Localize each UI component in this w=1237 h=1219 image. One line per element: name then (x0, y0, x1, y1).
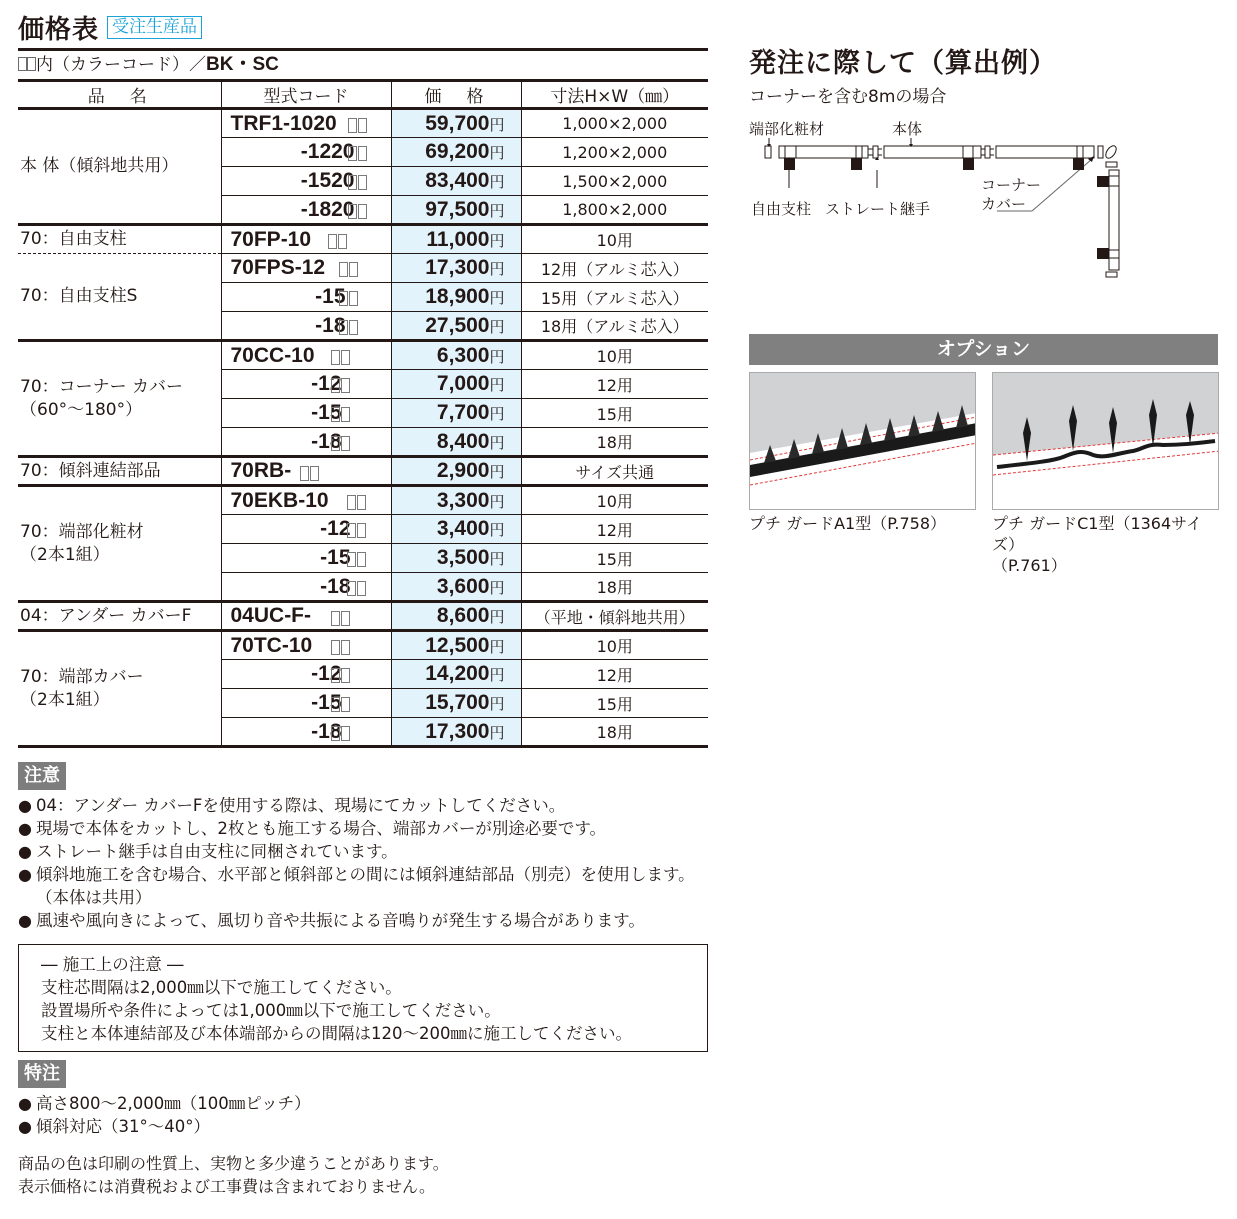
caution-section (18, 762, 708, 932)
table-row (18, 457, 708, 486)
col-header-name: 品 名 (18, 81, 221, 109)
model-code: -12 (221, 660, 391, 689)
size: 12用（アルミ芯入） (521, 254, 708, 283)
model-code: 04UC-F- (221, 602, 391, 631)
price: 7,700円 (391, 399, 521, 428)
size: 12用 (521, 660, 708, 689)
caution-list (18, 794, 708, 932)
size: 15用 (521, 399, 708, 428)
size: 18用（アルミ芯入） (521, 312, 708, 341)
label-corner-cover-1: コーナー (981, 176, 1042, 194)
construction-heading: ― 施工上の注意 ― (41, 955, 184, 974)
caution-item: ● 風速や風向きによって、風切り音や共振による音鳴りが発生する場合があります。 (18, 909, 708, 932)
size: 18用 (521, 718, 708, 747)
model-code: -18 (221, 718, 391, 747)
table-row (18, 602, 708, 631)
price: 59,700円 (391, 109, 521, 138)
size: 10用 (521, 225, 708, 254)
size: 15用（アルミ芯入） (521, 283, 708, 312)
table-row (18, 225, 708, 254)
options-header: オプション (749, 334, 1218, 365)
model-code: -18 (221, 573, 391, 602)
special-order-item: ● 高さ800～2,000㎜（100㎜ピッチ） (18, 1092, 708, 1115)
color-code-values: BK・SC (206, 54, 279, 75)
label-body: 本体 (892, 120, 923, 138)
product-name-free-post: 70：自由支柱 (18, 225, 221, 254)
made-to-order-badge: 受注生産品 (107, 16, 202, 39)
table-row (18, 254, 708, 283)
product-name-free-post-s: 70：自由支柱S (18, 254, 221, 341)
price: 2,900円 (391, 457, 521, 486)
size: 10用 (521, 631, 708, 660)
placeholder-box-icon (18, 57, 27, 71)
color-code-line (18, 51, 708, 79)
construction-line: 設置場所や条件によっては1,000㎜以下で施工してください。 (41, 1001, 501, 1020)
petit-guard-c1-image (992, 372, 1219, 510)
size: 18用 (521, 428, 708, 457)
table-row (18, 631, 708, 660)
size: 10用 (521, 341, 708, 370)
model-code: TRF1-1020 (221, 109, 391, 138)
price: 8,600円 (391, 602, 521, 631)
product-name-body: 本 体（傾斜地共用） (18, 109, 221, 225)
label-free-post: 自由支柱 (751, 200, 812, 218)
price: 27,500円 (391, 312, 521, 341)
price: 3,500円 (391, 544, 521, 573)
model-code: -15 (221, 544, 391, 573)
label-corner-cover-2: カバー (981, 195, 1027, 213)
caution-item: ● ストレート継手は自由支柱に同梱されています。 (18, 840, 708, 863)
price: 17,300円 (391, 718, 521, 747)
product-name-corner-cover: 70：コーナー カバー （60°～180°） (18, 341, 221, 457)
footer-notes (18, 1152, 708, 1198)
product-name-end-trim: 70：端部化粧材 （2本1組） (18, 486, 221, 602)
option-item-petit-guard-a1 (749, 372, 976, 576)
option-item-petit-guard-c1 (992, 372, 1219, 576)
page-title: 価格表 (18, 14, 100, 45)
special-order-section (18, 1060, 708, 1138)
price: 3,400円 (391, 515, 521, 544)
order-example-subtitle: コーナーを含む8mの場合 (749, 87, 947, 107)
label-straight-joint: ストレート継手 (825, 200, 931, 218)
price: 8,400円 (391, 428, 521, 457)
model-code: -12 (221, 370, 391, 399)
petit-guard-a1-image (749, 372, 976, 510)
title-row (18, 8, 708, 46)
placeholder-box-icon (27, 57, 36, 71)
special-order-item: ● 傾斜対応（31°～40°） (18, 1115, 708, 1138)
color-code-label: 内（カラーコード）／ (36, 55, 206, 75)
table-row (18, 341, 708, 370)
price: 69,200円 (391, 138, 521, 167)
price: 17,300円 (391, 254, 521, 283)
size: 12用 (521, 515, 708, 544)
construction-notes-box (18, 944, 708, 1052)
price: 3,300円 (391, 486, 521, 515)
price: 18,900円 (391, 283, 521, 312)
construction-line: 支柱芯間隔は2,000㎜以下で施工してください。 (41, 978, 402, 997)
caution-item: ● 現場で本体をカットし、2枚とも施工する場合、端部カバーが別途必要です。 (18, 817, 708, 840)
model-code: -18 (221, 428, 391, 457)
col-header-price: 価 格 (391, 81, 521, 109)
model-code: -1220 (221, 138, 391, 167)
product-name-slope-connector: 70：傾斜連結部品 (18, 457, 221, 486)
table-row (18, 486, 708, 515)
product-name-end-cover: 70：端部カバー （2本1組） (18, 631, 221, 747)
model-code: -18 (221, 312, 391, 341)
table-row (18, 109, 708, 138)
model-code: -1820 (221, 196, 391, 225)
model-code: 70TC-10 (221, 631, 391, 660)
price: 14,200円 (391, 660, 521, 689)
size: 15用 (521, 689, 708, 718)
size: 10用 (521, 486, 708, 515)
price: 83,400円 (391, 167, 521, 196)
model-code: -15 (221, 283, 391, 312)
price: 6,300円 (391, 341, 521, 370)
size: （平地・傾斜地共用） (521, 602, 708, 631)
size: 1,500×2,000 (521, 167, 708, 196)
price-table (18, 79, 708, 748)
size: 1,200×2,000 (521, 138, 708, 167)
model-code: -1520 (221, 167, 391, 196)
price: 12,500円 (391, 631, 521, 660)
price: 7,000円 (391, 370, 521, 399)
col-header-code: 型式コード (221, 81, 391, 109)
price: 15,700円 (391, 689, 521, 718)
placeholder-box-icon (348, 118, 357, 133)
col-header-size: 寸法H×W（㎜） (521, 81, 708, 109)
product-name-under-cover: 04：アンダー カバーF (18, 602, 221, 631)
caution-item: ● 04：アンダー カバーFを使用する際は、現場にてカットしてください。 (18, 794, 708, 817)
placeholder-box-icon (358, 118, 367, 133)
construction-line: 支柱と本体連結部及び本体端部からの間隔は120～200㎜に施工してください。 (41, 1024, 632, 1043)
footer-note: 商品の色は印刷の性質上、実物と多少違うことがあります。 (18, 1154, 449, 1173)
size: 1,800×2,000 (521, 196, 708, 225)
footer-note: 表示価格には消費税および工事費は含まれておりません。 (18, 1177, 435, 1196)
model-code: -12 (221, 515, 391, 544)
option-caption: プチ ガードA1型（P.758） (749, 514, 946, 533)
layout-diagram (749, 118, 1129, 278)
table-header-row (18, 81, 708, 109)
size: 12用 (521, 370, 708, 399)
label-end-trim: 端部化粧材 (749, 120, 825, 138)
price: 3,600円 (391, 573, 521, 602)
model-code: -15 (221, 399, 391, 428)
options-list (749, 372, 1219, 576)
price: 97,500円 (391, 196, 521, 225)
order-example-title: 発注に際して（算出例） (749, 48, 1057, 79)
caution-label: 注意 (18, 762, 66, 790)
price-list-section (18, 8, 708, 1198)
model-code: 70RB- (221, 457, 391, 486)
model-code: 70FP-10 (221, 225, 391, 254)
price: 11,000円 (391, 225, 521, 254)
size: 1,000×2,000 (521, 109, 708, 138)
size: 18用 (521, 573, 708, 602)
order-example-section (749, 44, 1219, 576)
special-order-list (18, 1092, 708, 1138)
model-code: 70EKB-10 (221, 486, 391, 515)
fence-layout-drawing (749, 118, 1129, 278)
size: サイズ共通 (521, 457, 708, 486)
model-code: -15 (221, 689, 391, 718)
special-order-label: 特注 (18, 1060, 66, 1088)
caution-item: ● 傾斜地施工を含む場合、水平部と傾斜部との間には傾斜連結部品（別売）を使用します。（本体は共用） (18, 863, 708, 909)
option-caption: プチ ガードC1型（1364サイズ） （P.761） (992, 514, 1203, 575)
model-code: 70FPS-12 (221, 254, 391, 283)
model-code: 70CC-10 (221, 341, 391, 370)
size: 15用 (521, 544, 708, 573)
